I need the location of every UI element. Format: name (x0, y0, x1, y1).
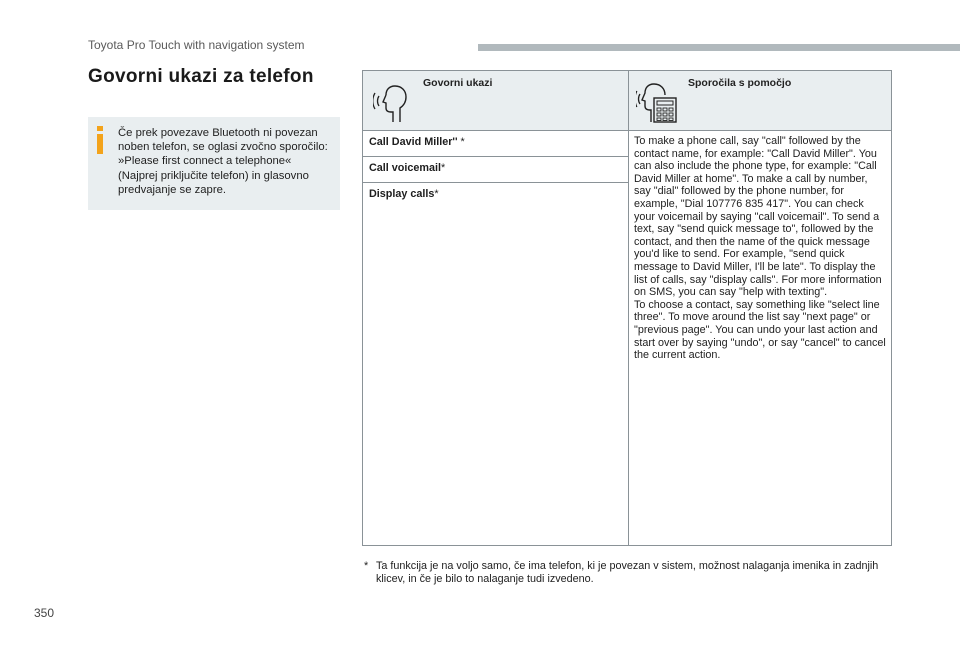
voice-command-icon (373, 82, 409, 124)
table-header (363, 71, 891, 131)
info-icon (97, 126, 103, 154)
row-divider (363, 182, 628, 183)
command-call-voicemail: Call voicemail* (369, 162, 446, 174)
column-header-voice-commands: Govorni ukazi (423, 77, 493, 89)
page-title: Govorni ukazi za telefon (88, 66, 314, 87)
running-header: Toyota Pro Touch with navigation system (88, 38, 305, 52)
column-header-help-messages: Sporočila s pomočjo (688, 77, 792, 89)
column-divider (628, 71, 629, 545)
page-number: 350 (34, 606, 55, 620)
row-divider (363, 156, 628, 157)
info-box (88, 117, 340, 210)
footnote (362, 560, 892, 587)
footnote-text: Ta funkcija je na voljo samo, če ima telefon, ki je povezan v sistem, možnost nalaganja imenika in zadnjih klicev, in če je bilo to nalaganje tudi izvedeno. (376, 560, 879, 586)
footnote-marker: * (364, 560, 369, 572)
command-display-calls: Display calls* (369, 188, 439, 200)
command-call-contact: Call David Miller'' * (369, 136, 465, 148)
voice-commands-table (362, 70, 892, 546)
help-message-text: To make a phone call, say "call" followed by the contact name, for example: "Call David Miller". You can also include the phone type, for example: "Call David Miller at home". To make a call by number, say "dial" followed by the phone number, for example, "Dial 107776 835 417". You can check your voicemail by saying "call voicemail". To send a text, say "send quick message to", followed by the contact, and then the name of the quick message you'd like to send. For example, "send quick message to David Miller, I'll be late". To display the list of calls, say "display calls". For more information on SMS, you can say "help with texting". To choose a contact, say something like "select line three". To move around the list say "next page" or "previous page". You can undo your last action and start over by saying "undo", or say "cancel" to cancel the current action. (634, 135, 886, 362)
header-accent-bar (478, 44, 960, 51)
voice-help-keypad-icon (636, 82, 678, 124)
info-text: Če prek povezave Bluetooth ni povezan noben telefon, se oglasi zvočno sporočilo: »Please first connect a telephone« (Najprej priključite telefon) in glasovno predvajanje se zapre. (118, 127, 328, 196)
